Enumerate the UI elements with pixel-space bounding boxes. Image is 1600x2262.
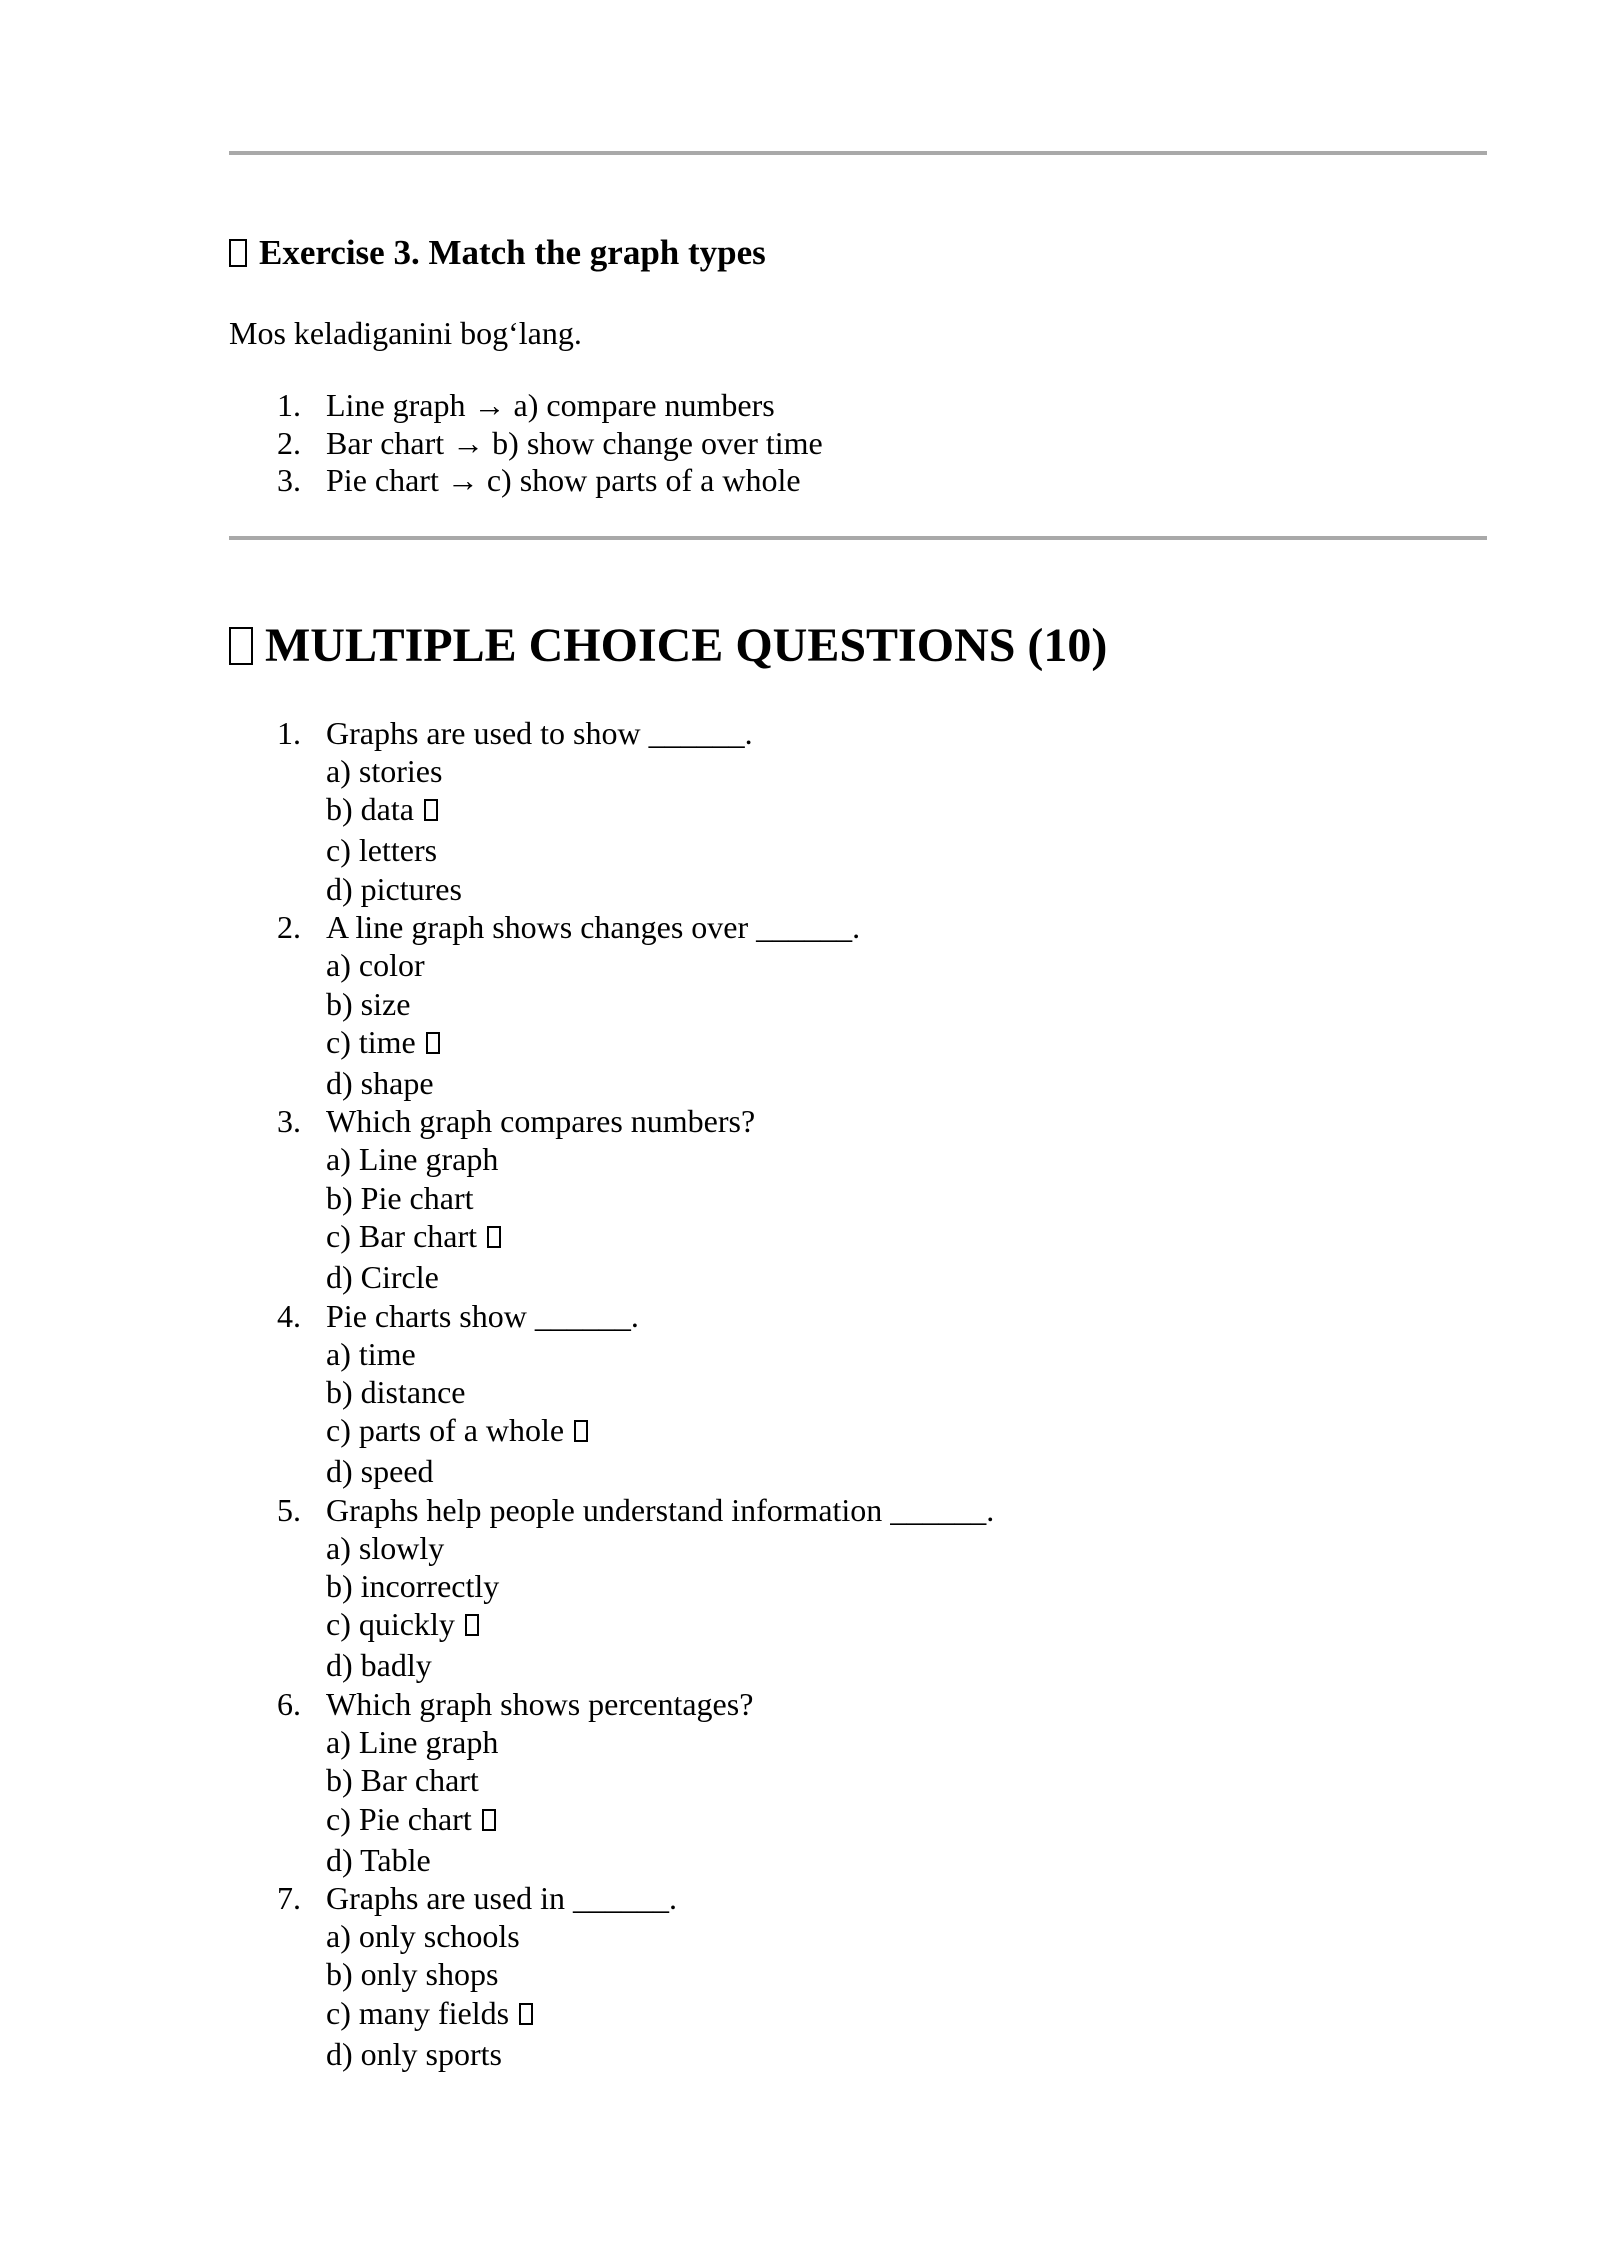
answer-option-text: d) badly [326, 1647, 432, 1684]
item-number: 1. [277, 387, 301, 423]
answer-option [326, 1258, 994, 1296]
answer-option-text: c) Bar chart [326, 1218, 478, 1255]
missing-glyph-check-icon [426, 1032, 440, 1054]
question-stem [277, 1102, 994, 1140]
question-stem [277, 1491, 995, 1529]
question-item [229, 1491, 994, 1685]
question-stem [277, 1879, 994, 1917]
answer-option-text: c) time [326, 1023, 416, 1060]
answer-option-text: b) incorrectly [326, 1568, 500, 1605]
answer-option [326, 1140, 994, 1178]
answer-option-text: a) time [326, 1335, 416, 1372]
answer-option-text: a) color [326, 947, 425, 984]
answer-option [326, 1567, 994, 1605]
answer-option-text: d) pictures [326, 870, 462, 907]
question-item [229, 1879, 994, 2073]
missing-glyph-check-icon [465, 1614, 479, 1636]
answer-option [326, 1841, 994, 1879]
answer-option [326, 1217, 994, 1258]
match-item [229, 462, 823, 500]
answer-option [326, 1646, 994, 1684]
answer-option-text: b) Bar chart [326, 1762, 479, 1799]
answer-option [326, 1452, 994, 1490]
question-item [229, 1102, 994, 1296]
answer-option [326, 985, 994, 1023]
question-number: 2. [277, 909, 301, 946]
question-text: Which graph compares numbers? [326, 1103, 756, 1140]
item-number: 2. [277, 424, 301, 461]
answer-option-text: b) distance [326, 1373, 466, 1410]
answer-option [326, 1179, 994, 1217]
question-item [229, 1685, 994, 1879]
mcq-heading [229, 618, 1107, 674]
answer-option-text: d) Circle [326, 1259, 439, 1296]
question-number: 3. [277, 1103, 301, 1140]
missing-glyph-icon [229, 627, 253, 665]
missing-glyph-check-icon [574, 1420, 588, 1442]
question-stem [277, 714, 994, 752]
answer-option-text: b) only shops [326, 1956, 499, 1993]
match-list [229, 387, 823, 500]
question-number: 5. [277, 1491, 301, 1528]
answer-option [326, 1023, 994, 1064]
answer-option [326, 1800, 994, 1841]
missing-glyph-check-icon [482, 1809, 496, 1831]
question-stem [277, 1685, 994, 1723]
answer-option [326, 1373, 994, 1411]
match-item-text: Bar chart → b) show change over time [326, 424, 823, 461]
answer-option [326, 790, 994, 831]
answer-option [326, 831, 994, 869]
answer-option [326, 2035, 994, 2073]
match-item-text: Pie chart → c) show parts of a whole [326, 462, 801, 498]
question-number: 4. [277, 1297, 301, 1334]
answer-option-text: a) Line graph [326, 1723, 499, 1760]
question-item [229, 908, 994, 1102]
match-item [229, 425, 823, 463]
answer-option [326, 1605, 994, 1646]
answer-option-text: c) parts of a whole [326, 1412, 565, 1449]
mcq-title: MULTIPLE CHOICE QUESTIONS (10) [265, 619, 1108, 672]
answer-option-text: d) speed [326, 1453, 434, 1490]
section-divider [229, 536, 1487, 540]
question-text: Which graph shows percentages? [326, 1685, 754, 1722]
answer-option [326, 870, 994, 908]
question-list [229, 714, 994, 2073]
question-text: Graphs help people understand information ______. [326, 1491, 995, 1528]
item-number: 3. [277, 462, 301, 498]
answer-option [326, 1723, 994, 1761]
answer-option-text: a) stories [326, 753, 443, 789]
answer-option-text: b) Pie chart [326, 1179, 474, 1216]
exercise-heading [229, 232, 766, 274]
answer-option [326, 1917, 994, 1955]
answer-option-text: a) slowly [326, 1529, 445, 1566]
match-item-text: Line graph → a) compare numbers [326, 387, 775, 423]
answer-option-text: d) shape [326, 1064, 434, 1101]
exercise-instruction: Mos keladiganini bog‘lang. [229, 315, 582, 351]
answer-option [326, 1761, 994, 1799]
answer-option-text: c) Pie chart [326, 1800, 472, 1837]
answer-option [326, 1335, 994, 1373]
exercise-title: Exercise 3. Match the graph types [259, 233, 766, 272]
answer-option-text: d) Table [326, 1841, 431, 1878]
question-number: 6. [277, 1685, 301, 1722]
answer-option [326, 946, 994, 984]
question-text: A line graph shows changes over ______. [326, 909, 861, 946]
answer-option-text: a) Line graph [326, 1141, 499, 1178]
answer-option-text: a) only schools [326, 1918, 520, 1955]
top-divider [229, 151, 1487, 155]
missing-glyph-check-icon [519, 2003, 533, 2025]
answer-option-text: b) size [326, 985, 411, 1022]
answer-option [326, 1411, 994, 1452]
question-item [229, 714, 994, 908]
answer-option [326, 1955, 994, 1993]
question-text: Pie charts show ______. [326, 1297, 639, 1334]
question-stem [277, 908, 994, 946]
question-number: 7. [277, 1880, 301, 1917]
answer-option [326, 1064, 994, 1102]
question-text: Graphs are used in ______. [326, 1880, 678, 1917]
answer-option-text: c) many fields [326, 1994, 510, 2031]
question-text: Graphs are used to show ______. [326, 715, 753, 751]
answer-option [326, 1529, 994, 1567]
answer-option-text: b) data [326, 791, 414, 828]
answer-option-text: d) only sports [326, 2035, 502, 2072]
missing-glyph-icon [229, 239, 247, 267]
answer-option [326, 1994, 994, 2035]
answer-option-text: c) letters [326, 832, 438, 869]
missing-glyph-check-icon [487, 1226, 501, 1248]
question-item [229, 1297, 994, 1491]
answer-option-text: c) quickly [326, 1606, 455, 1643]
question-number: 1. [277, 715, 301, 751]
missing-glyph-check-icon [424, 799, 438, 821]
answer-option [326, 752, 994, 790]
question-stem [277, 1297, 994, 1335]
match-item [229, 387, 823, 425]
